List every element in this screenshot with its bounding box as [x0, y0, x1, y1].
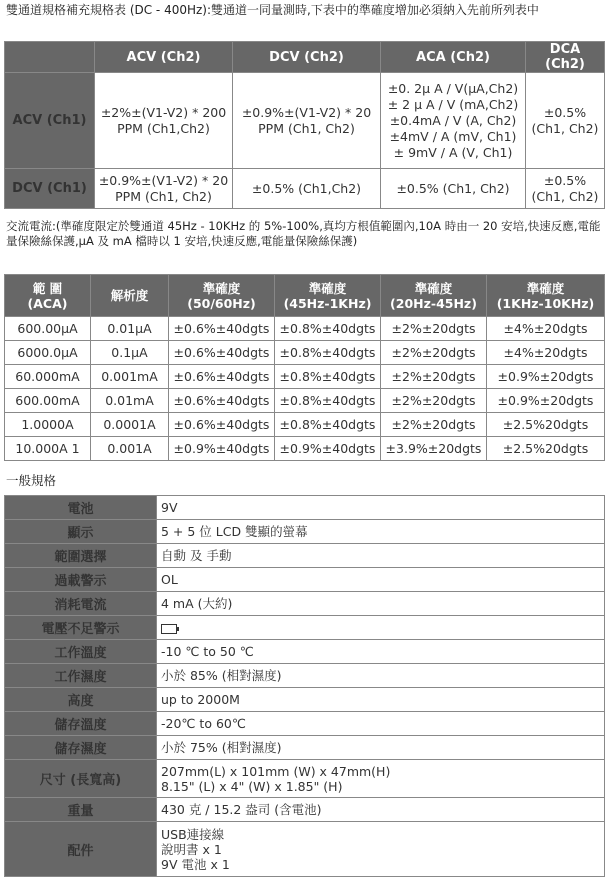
table-row	[5, 496, 605, 520]
table-cell: ±0.9%±20dgts	[487, 389, 605, 413]
table-cell: ±2%±20dgts	[381, 317, 487, 341]
table-row	[5, 798, 605, 822]
table-row	[5, 389, 605, 413]
spec-label: 消耗電流	[5, 592, 157, 616]
row-header: DCV (Ch1)	[5, 169, 95, 209]
table-row	[5, 712, 605, 736]
table-cell: 10.000A 1	[5, 437, 91, 461]
spec-label: 工作溫度	[5, 640, 157, 664]
header-cell: 準確度 (45Hz-1KHz)	[275, 275, 381, 317]
aca-spec-table	[4, 274, 605, 461]
table-row	[5, 413, 605, 437]
spec-label: 範圍選擇	[5, 544, 157, 568]
spec-value: 5 + 5 位 LCD 雙顯的螢幕	[157, 520, 605, 544]
dual-channel-table	[4, 41, 605, 209]
table-row	[5, 616, 605, 640]
table-cell: ±4%±20dgts	[487, 341, 605, 365]
table-cell: ±0.9%±40dgts	[169, 437, 275, 461]
spec-label: 配件	[5, 822, 157, 877]
spec-value: up to 2000M	[157, 688, 605, 712]
spec-value: 小於 75% (相對濕度)	[157, 736, 605, 760]
header-cell: 範 圍 (ACA)	[5, 275, 91, 317]
table-row	[5, 317, 605, 341]
header-cell	[5, 42, 95, 73]
spec-label: 顯示	[5, 520, 157, 544]
table-cell: ±0.8%±40dgts	[275, 413, 381, 437]
battery-icon	[161, 624, 177, 634]
table-row	[5, 365, 605, 389]
table-cell: ±0.8%±40dgts	[275, 341, 381, 365]
table-cell: ±0.9%±40dgts	[275, 437, 381, 461]
table-cell: ±0.9%±(V1-V2) * 20 PPM (Ch1, Ch2)	[95, 169, 233, 209]
table-cell: ±2%±20dgts	[381, 389, 487, 413]
general-spec-title: 一般規格	[6, 473, 57, 488]
header-cell: 準確度 (20Hz-45Hz)	[381, 275, 487, 317]
general-spec-table	[4, 495, 605, 877]
table-row	[5, 568, 605, 592]
table-cell: 600.00μA	[5, 317, 91, 341]
spec-value: 4 mA (大約)	[157, 592, 605, 616]
table-header-row	[5, 275, 605, 317]
table-row	[5, 822, 605, 877]
spec-label: 工作濕度	[5, 664, 157, 688]
table-cell: ±0.8%±40dgts	[275, 389, 381, 413]
table-cell: ±2%±20dgts	[381, 365, 487, 389]
header-cell: ACA (Ch2)	[381, 42, 526, 73]
table-row	[5, 544, 605, 568]
table-row	[5, 688, 605, 712]
table-cell: ±3.9%±20dgts	[381, 437, 487, 461]
header-cell: 解析度	[91, 275, 169, 317]
table-cell: ±4%±20dgts	[487, 317, 605, 341]
table-cell: 0.1μA	[91, 341, 169, 365]
spec-label: 儲存溫度	[5, 712, 157, 736]
table-cell: ±0.6%±40dgts	[169, 389, 275, 413]
intro-text: 雙通道規格補充規格表 (DC - 400Hz):雙通道一同量測時,下表中的準確度增加必須納入先前所列表中	[6, 3, 539, 17]
table-cell: ±2%±20dgts	[381, 413, 487, 437]
table-row	[5, 760, 605, 798]
table-cell: ±2.5%20dgts	[487, 413, 605, 437]
table-cell: ±0.6%±40dgts	[169, 317, 275, 341]
table-cell: ±0. 2μ A / V(μA,Ch2) ± 2 μ A / V (mA,Ch2) ±0.4mA / V (A, Ch2) ±4mV / A (mV, Ch1) ± 9mV / A (V, Ch1)	[381, 73, 526, 169]
header-cell: 準確度 (50/60Hz)	[169, 275, 275, 317]
table-cell: 0.0001A	[91, 413, 169, 437]
spec-label: 電壓不足警示	[5, 616, 157, 640]
header-cell: 準確度 (1KHz-10KHz)	[487, 275, 605, 317]
table-row	[5, 73, 605, 169]
spec-label: 過載警示	[5, 568, 157, 592]
spec-label: 重量	[5, 798, 157, 822]
spec-value	[157, 616, 605, 640]
table-cell: ±0.8%±40dgts	[275, 317, 381, 341]
table-cell: ±2.5%20dgts	[487, 437, 605, 461]
table-row	[5, 592, 605, 616]
table-cell: ±0.5% (Ch1, Ch2)	[526, 73, 605, 169]
table-cell: ±0.6%±40dgts	[169, 413, 275, 437]
spec-value: 207mm(L) x 101mm (W) x 47mm(H) 8.15" (L) x 4" (W) x 1.85" (H)	[157, 760, 605, 798]
spec-value: USB連接線 說明書 x 1 9V 電池 x 1	[157, 822, 605, 877]
table-row	[5, 341, 605, 365]
row-header: ACV (Ch1)	[5, 73, 95, 169]
table-cell: ±0.8%±40dgts	[275, 365, 381, 389]
table-cell: ±0.5% (Ch1,Ch2)	[233, 169, 381, 209]
table-cell: 0.01μA	[91, 317, 169, 341]
table-row	[5, 520, 605, 544]
spec-value: 430 克 / 15.2 盎司 (含電池)	[157, 798, 605, 822]
header-cell: ACV (Ch2)	[95, 42, 233, 73]
table-cell: ±0.5% (Ch1, Ch2)	[526, 169, 605, 209]
table-row	[5, 664, 605, 688]
spec-label: 尺寸 (長寬高)	[5, 760, 157, 798]
table-row	[5, 736, 605, 760]
header-cell: DCV (Ch2)	[233, 42, 381, 73]
spec-value: 小於 85% (相對濕度)	[157, 664, 605, 688]
table-cell: 600.00mA	[5, 389, 91, 413]
spec-label: 儲存濕度	[5, 736, 157, 760]
table-cell: 60.000mA	[5, 365, 91, 389]
table-cell: ±2%±(V1-V2) * 200 PPM (Ch1,Ch2)	[95, 73, 233, 169]
table-row	[5, 169, 605, 209]
table-cell: ±0.9%±20dgts	[487, 365, 605, 389]
table-cell: ±0.6%±40dgts	[169, 341, 275, 365]
table-cell: 6000.0μA	[5, 341, 91, 365]
table-row	[5, 640, 605, 664]
table-header-row	[5, 42, 605, 73]
table-cell: ±0.6%±40dgts	[169, 365, 275, 389]
spec-value: 自動 及 手動	[157, 544, 605, 568]
spec-value: OL	[157, 568, 605, 592]
table-cell: 0.001mA	[91, 365, 169, 389]
spec-value: -20℃ to 60℃	[157, 712, 605, 736]
table-cell: ±0.5% (Ch1, Ch2)	[381, 169, 526, 209]
aca-note: 交流電流:(準確度限定於雙通道 45Hz - 10KHz 的 5%-100%,真均方根值範圍內,10A 時由一 20 安培,快速反應,電能量保險絲保護,μA 及 mA 檔時以 1 安培,快速反應,電能量保險絲保護)	[6, 219, 601, 248]
table-cell: 1.0000A	[5, 413, 91, 437]
spec-value: -10 ℃ to 50 ℃	[157, 640, 605, 664]
spec-label: 電池	[5, 496, 157, 520]
table-cell: 0.001A	[91, 437, 169, 461]
spec-value: 9V	[157, 496, 605, 520]
header-cell: DCA (Ch2)	[526, 42, 605, 73]
spec-label: 高度	[5, 688, 157, 712]
table-cell: ±0.9%±(V1-V2) * 20 PPM (Ch1, Ch2)	[233, 73, 381, 169]
table-cell: ±2%±20dgts	[381, 341, 487, 365]
table-cell: 0.01mA	[91, 389, 169, 413]
table-row	[5, 437, 605, 461]
